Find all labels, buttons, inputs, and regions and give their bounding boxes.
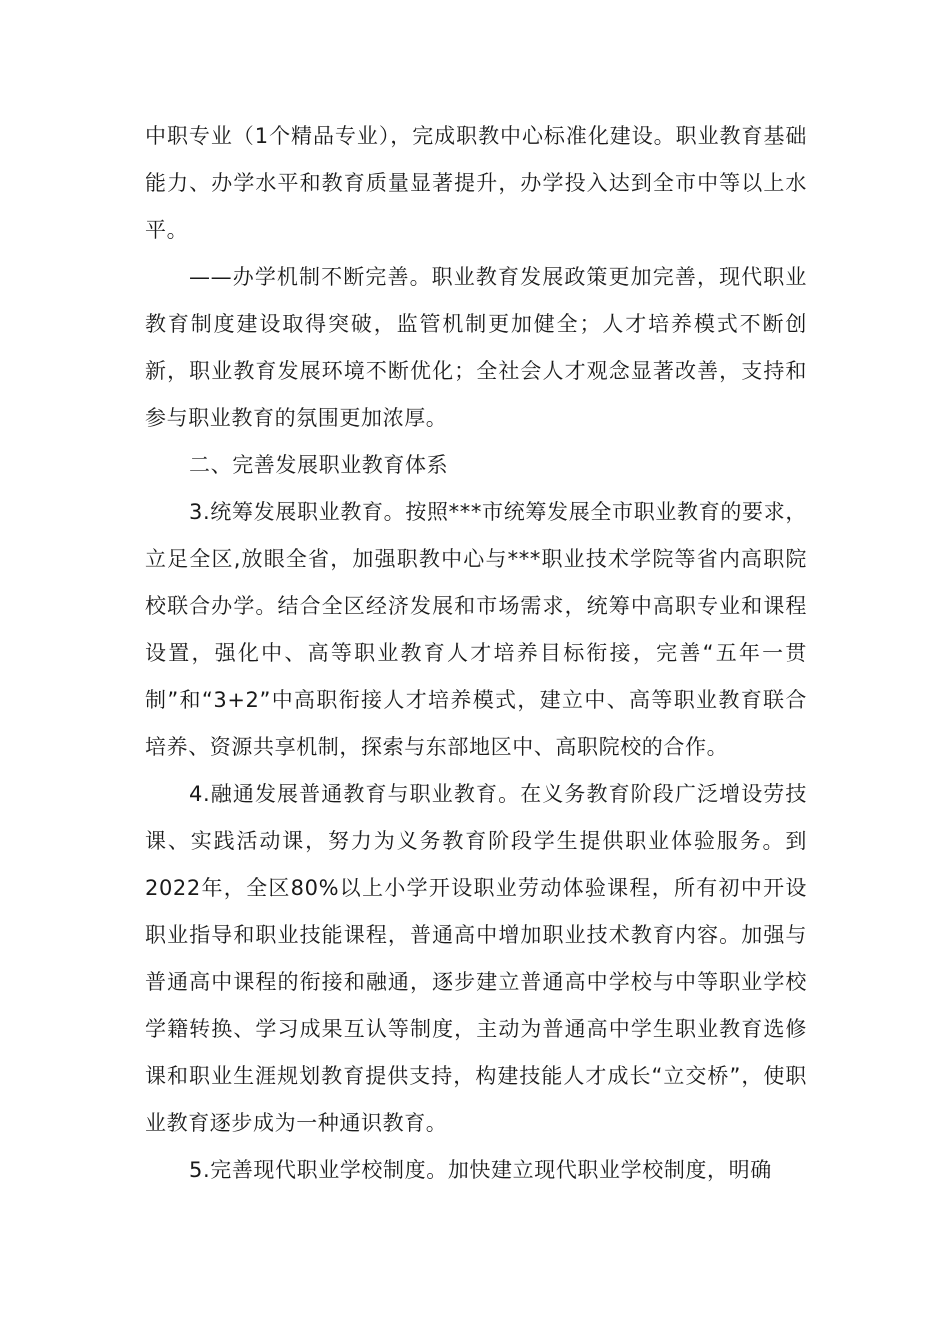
paragraph-item-3: 3.统筹发展职业教育。按照***市统筹发展全市职业教育的要求，立足全区,放眼全省，加强职教中心与***职业技术学院等省内高职院校联合办学。结合全区经济发展和市场需求，统筹中高职专业和课程设置，强化中、高等职业教育人才培养目标衔接，完善“五年一贯制”和“3+2”中高职衔接人才培养模式，建立中、高等职业教育联合培养、资源共享机制，探索与东部地区中、高职院校的合作。 (145, 500, 807, 759)
paragraph-item-4: 4.融通发展普通教育与职业教育。在义务教育阶段广泛增设劳技课、实践活动课，努力为义务教育阶段学生提供职业体验服务。到2022年，全区80%以上小学开设职业劳动体验课程，所有初中开设职业指导和职业技能课程，普通高中增加职业技术教育内容。加强与普通高中课程的衔接和融通，逐步建立普通高中学校与中等职业学校学籍转换、学习成果互认等制度，主动为普通高中学生职业教育选修课和职业生涯规划教育提供支持，构建技能人才成长“立交桥”，使职业教育逐步成为一种通识教育。 (145, 782, 807, 1135)
section-heading: 二、完善发展职业教育体系 (189, 453, 449, 477)
document-body (145, 113, 807, 1194)
paragraph-mechanism: ——办学机制不断完善。职业教育发展政策更加完善，现代职业教育制度建设取得突破，监管机制更加健全；人才培养模式不断创新，职业教育发展环境不断优化；全社会人才观念显著改善，支持和参与职业教育的氛围更加浓厚。 (145, 265, 807, 430)
paragraph-continuation: 中职专业（1个精品专业），完成职教中心标准化建设。职业教育基础能力、办学水平和教育质量显著提升，办学投入达到全市中等以上水平。 (145, 124, 807, 242)
paragraph-item-5: 5.完善现代职业学校制度。加快建立现代职业学校制度，明确 (189, 1158, 772, 1182)
